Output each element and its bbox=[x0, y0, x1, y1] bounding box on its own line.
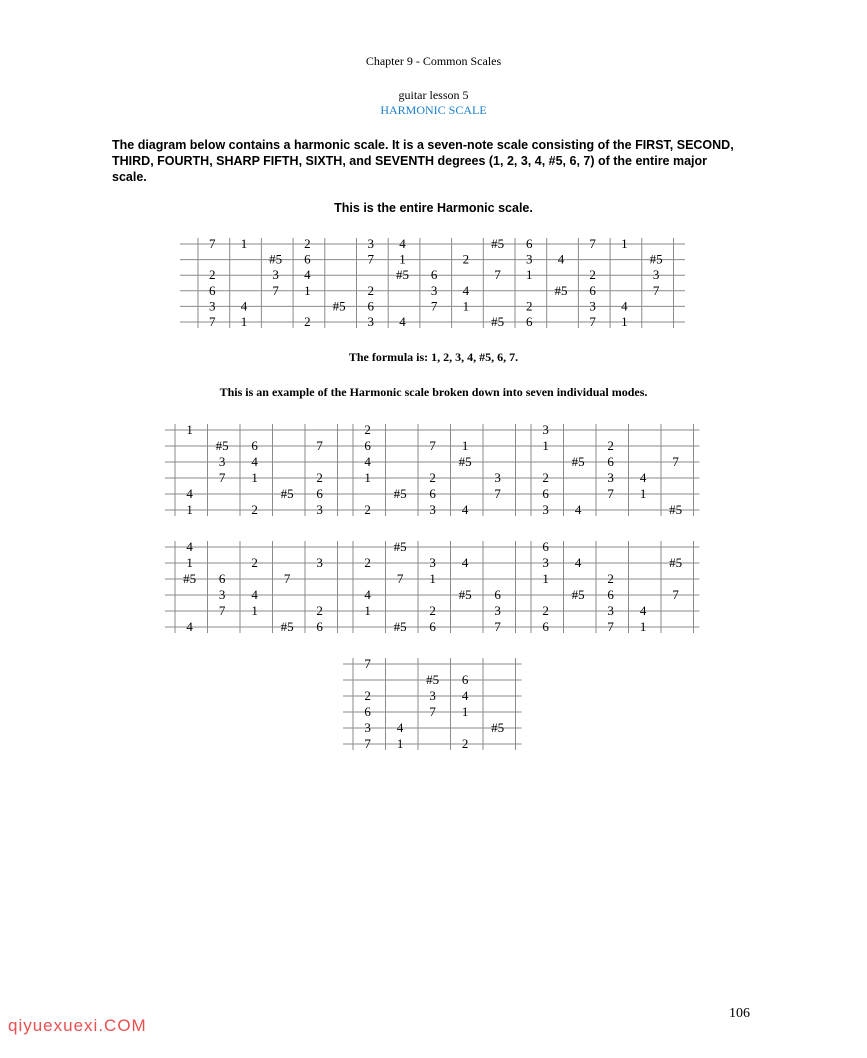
note-label: 6 bbox=[367, 298, 375, 314]
modes-caption: This is an example of the Harmonic scale broken down into seven individual modes. bbox=[219, 385, 648, 399]
note-label: 2 bbox=[607, 438, 614, 453]
note-label: #5 bbox=[393, 486, 407, 501]
note-label: 6 bbox=[251, 438, 258, 453]
note-label: 6 bbox=[542, 541, 549, 554]
note-label: #5 bbox=[426, 672, 440, 687]
note-label: 4 bbox=[186, 541, 193, 554]
mode-7-fretboard bbox=[343, 658, 523, 750]
note-label: 7 bbox=[429, 438, 436, 453]
note-label: 1 bbox=[429, 571, 436, 586]
note-label: #5 bbox=[332, 298, 346, 314]
note-label: 3 bbox=[607, 603, 614, 618]
note-label: 4 bbox=[251, 587, 258, 602]
note-label: 4 bbox=[396, 720, 404, 735]
note-label: 7 bbox=[494, 267, 501, 283]
note-label: 2 bbox=[364, 502, 371, 516]
note-label: 7 bbox=[672, 587, 679, 602]
note-label: 7 bbox=[429, 704, 436, 719]
page-number: 106 bbox=[729, 1006, 750, 1021]
note-label: 4 bbox=[461, 688, 469, 703]
note-label: 4 bbox=[574, 555, 582, 570]
note-label: 7 bbox=[209, 238, 216, 251]
note-label: 7 bbox=[367, 251, 375, 267]
note-label: 3 bbox=[218, 454, 226, 469]
note-label: 2 bbox=[209, 267, 216, 283]
note-label: 6 bbox=[209, 282, 216, 298]
note-label: 3 bbox=[589, 298, 596, 314]
intro-paragraph: The diagram below contains a harmonic scale. It is a seven-note scale consisting of the FIRST, SECOND, THIRD, FOURTH, SHARP FIFTH, SIXTH, and SEVENTH degrees (1, 2, 3, 4, #5, 6, 7) of the entire major scale. bbox=[112, 138, 734, 184]
note-label: 4 bbox=[240, 298, 248, 314]
note-label: 1 bbox=[240, 238, 248, 251]
note-label: 2 bbox=[316, 603, 323, 618]
note-label: #5 bbox=[280, 486, 294, 501]
note-label: #5 bbox=[393, 619, 407, 633]
note-label: 3 bbox=[429, 502, 436, 516]
note-label: 7 bbox=[494, 486, 501, 501]
note-label: 1 bbox=[621, 314, 628, 328]
note-label: 7 bbox=[607, 486, 614, 501]
note-label: 6 bbox=[526, 314, 533, 328]
note-label: 1 bbox=[396, 736, 404, 750]
note-label: 1 bbox=[186, 424, 193, 437]
entire-scale-caption: This is the entire Harmonic scale. bbox=[334, 201, 533, 215]
note-label: 6 bbox=[316, 619, 323, 633]
note-label: 1 bbox=[186, 502, 193, 516]
note-label: 6 bbox=[542, 486, 549, 501]
note-label: 2 bbox=[542, 470, 549, 485]
note-label: 1 bbox=[542, 571, 549, 586]
entire-scale-fretboard bbox=[180, 238, 685, 328]
note-label: 2 bbox=[462, 251, 470, 267]
note-label: 1 bbox=[364, 603, 371, 618]
note-label: 7 bbox=[589, 238, 596, 251]
note-label: 7 bbox=[218, 603, 226, 618]
note-label: 1 bbox=[621, 238, 628, 251]
note-label: 1 bbox=[639, 486, 647, 501]
lesson-label: guitar lesson 5 bbox=[398, 88, 469, 102]
note-label: 3 bbox=[542, 555, 549, 570]
mode-2-fretboard bbox=[343, 424, 523, 516]
note-label: #5 bbox=[491, 720, 505, 735]
note-label: 7 bbox=[364, 736, 371, 750]
note-label: 6 bbox=[461, 672, 469, 687]
note-label: 3 bbox=[542, 424, 549, 437]
note-label: 4 bbox=[304, 267, 311, 283]
note-label: 2 bbox=[316, 470, 323, 485]
mode-6-fretboard bbox=[521, 541, 701, 633]
note-label: 4 bbox=[639, 603, 647, 618]
note-label: 2 bbox=[461, 736, 469, 750]
note-label: 1 bbox=[462, 298, 470, 314]
note-label: 3 bbox=[429, 688, 436, 703]
note-label: 2 bbox=[589, 267, 596, 283]
note-label: 1 bbox=[364, 470, 371, 485]
note-label: 3 bbox=[652, 267, 660, 283]
note-label: #5 bbox=[395, 267, 409, 283]
note-label: #5 bbox=[458, 454, 472, 469]
note-label: 3 bbox=[209, 298, 216, 314]
note-label: 2 bbox=[364, 555, 371, 570]
note-label: 7 bbox=[494, 619, 501, 633]
note-label: 6 bbox=[607, 587, 614, 602]
scale-title: HARMONIC SCALE bbox=[380, 103, 487, 117]
note-label: 6 bbox=[364, 438, 371, 453]
note-label: 2 bbox=[364, 688, 371, 703]
note-label: 2 bbox=[526, 298, 533, 314]
note-label: #5 bbox=[649, 251, 663, 267]
note-label: 2 bbox=[364, 424, 371, 437]
watermark bbox=[8, 1016, 147, 1036]
note-label: #5 bbox=[280, 619, 294, 633]
note-label: #5 bbox=[491, 238, 505, 251]
note-label: 3 bbox=[364, 720, 371, 735]
note-label: #5 bbox=[491, 314, 505, 328]
note-label: #5 bbox=[215, 438, 229, 453]
note-label: 2 bbox=[429, 470, 436, 485]
note-label: 6 bbox=[430, 267, 438, 283]
note-label: 7 bbox=[218, 470, 226, 485]
note-label: 1 bbox=[240, 314, 248, 328]
note-label: 2 bbox=[367, 282, 375, 298]
watermark-text: qiyuexuexi.COM bbox=[8, 1016, 147, 1035]
note-label: 1 bbox=[526, 267, 533, 283]
note-label: 1 bbox=[251, 603, 258, 618]
note-label: 6 bbox=[364, 704, 371, 719]
note-label: 4 bbox=[364, 454, 371, 469]
note-label: 7 bbox=[364, 658, 371, 671]
note-label: 6 bbox=[316, 486, 323, 501]
note-label: 3 bbox=[316, 555, 323, 570]
note-label: 7 bbox=[209, 314, 216, 328]
note-label: #5 bbox=[554, 282, 568, 298]
note-label: 1 bbox=[639, 619, 647, 633]
note-label: 1 bbox=[542, 438, 549, 453]
note-label: 4 bbox=[364, 587, 371, 602]
note-label: 3 bbox=[494, 470, 501, 485]
note-label: 4 bbox=[462, 282, 470, 298]
mode-3-fretboard bbox=[521, 424, 701, 516]
note-label: #5 bbox=[393, 541, 407, 554]
note-label: 2 bbox=[304, 238, 311, 251]
note-label: 3 bbox=[494, 603, 501, 618]
note-label: 7 bbox=[283, 571, 291, 586]
note-label: 1 bbox=[251, 470, 258, 485]
note-label: 1 bbox=[461, 438, 469, 453]
note-label: 3 bbox=[607, 470, 614, 485]
note-label: 6 bbox=[526, 238, 533, 251]
note-label: 6 bbox=[218, 571, 226, 586]
note-label: #5 bbox=[571, 454, 585, 469]
note-label: 4 bbox=[186, 486, 193, 501]
note-label: #5 bbox=[669, 502, 683, 516]
note-label: 4 bbox=[251, 454, 258, 469]
note-label: 3 bbox=[429, 555, 436, 570]
note-label: 2 bbox=[607, 571, 614, 586]
note-label: 3 bbox=[367, 238, 375, 251]
note-label: #5 bbox=[571, 587, 585, 602]
mode-1-fretboard bbox=[165, 424, 345, 516]
note-label: 7 bbox=[316, 438, 323, 453]
note-label: 2 bbox=[251, 555, 258, 570]
chapter-heading: Chapter 9 - Common Scales bbox=[365, 54, 502, 68]
note-label: 6 bbox=[494, 587, 501, 602]
note-label: 3 bbox=[272, 267, 279, 283]
mode-4-fretboard bbox=[165, 541, 345, 633]
note-label: 2 bbox=[304, 314, 311, 328]
note-label: #5 bbox=[269, 251, 283, 267]
note-label: 4 bbox=[461, 555, 469, 570]
note-label: 7 bbox=[272, 282, 279, 298]
note-label: 4 bbox=[621, 298, 628, 314]
note-label: 7 bbox=[589, 314, 596, 328]
note-label: 7 bbox=[396, 571, 404, 586]
note-label: 1 bbox=[186, 555, 193, 570]
formula-text: The formula is: 1, 2, 3, 4, #5, 6, 7. bbox=[348, 350, 519, 364]
note-label: 2 bbox=[251, 502, 258, 516]
note-label: 4 bbox=[461, 502, 469, 516]
note-label: 3 bbox=[316, 502, 323, 516]
note-label: 7 bbox=[430, 298, 438, 314]
note-label: 6 bbox=[304, 251, 311, 267]
note-label: #5 bbox=[458, 587, 472, 602]
note-label: 6 bbox=[542, 619, 549, 633]
note-label: 3 bbox=[367, 314, 375, 328]
note-label: 6 bbox=[589, 282, 596, 298]
note-label: 3 bbox=[218, 587, 226, 602]
note-label: 4 bbox=[399, 314, 406, 328]
note-label: 1 bbox=[399, 251, 406, 267]
note-label: 3 bbox=[526, 251, 533, 267]
note-label: 4 bbox=[574, 502, 582, 516]
note-label: 1 bbox=[304, 282, 311, 298]
note-label: #5 bbox=[183, 571, 197, 586]
note-label: #5 bbox=[669, 555, 683, 570]
note-label: 4 bbox=[399, 238, 406, 251]
note-label: 3 bbox=[430, 282, 438, 298]
note-label: 2 bbox=[429, 603, 436, 618]
note-label: 6 bbox=[607, 454, 614, 469]
note-label: 3 bbox=[542, 502, 549, 516]
note-label: 2 bbox=[542, 603, 549, 618]
note-label: 4 bbox=[639, 470, 647, 485]
note-label: 4 bbox=[557, 251, 565, 267]
note-label: 7 bbox=[672, 454, 679, 469]
note-label: 4 bbox=[186, 619, 193, 633]
note-label: 1 bbox=[461, 704, 469, 719]
mode-5-fretboard bbox=[343, 541, 523, 633]
note-label: 6 bbox=[429, 486, 436, 501]
note-label: 7 bbox=[607, 619, 614, 633]
note-label: 7 bbox=[652, 282, 660, 298]
note-label: 6 bbox=[429, 619, 436, 633]
